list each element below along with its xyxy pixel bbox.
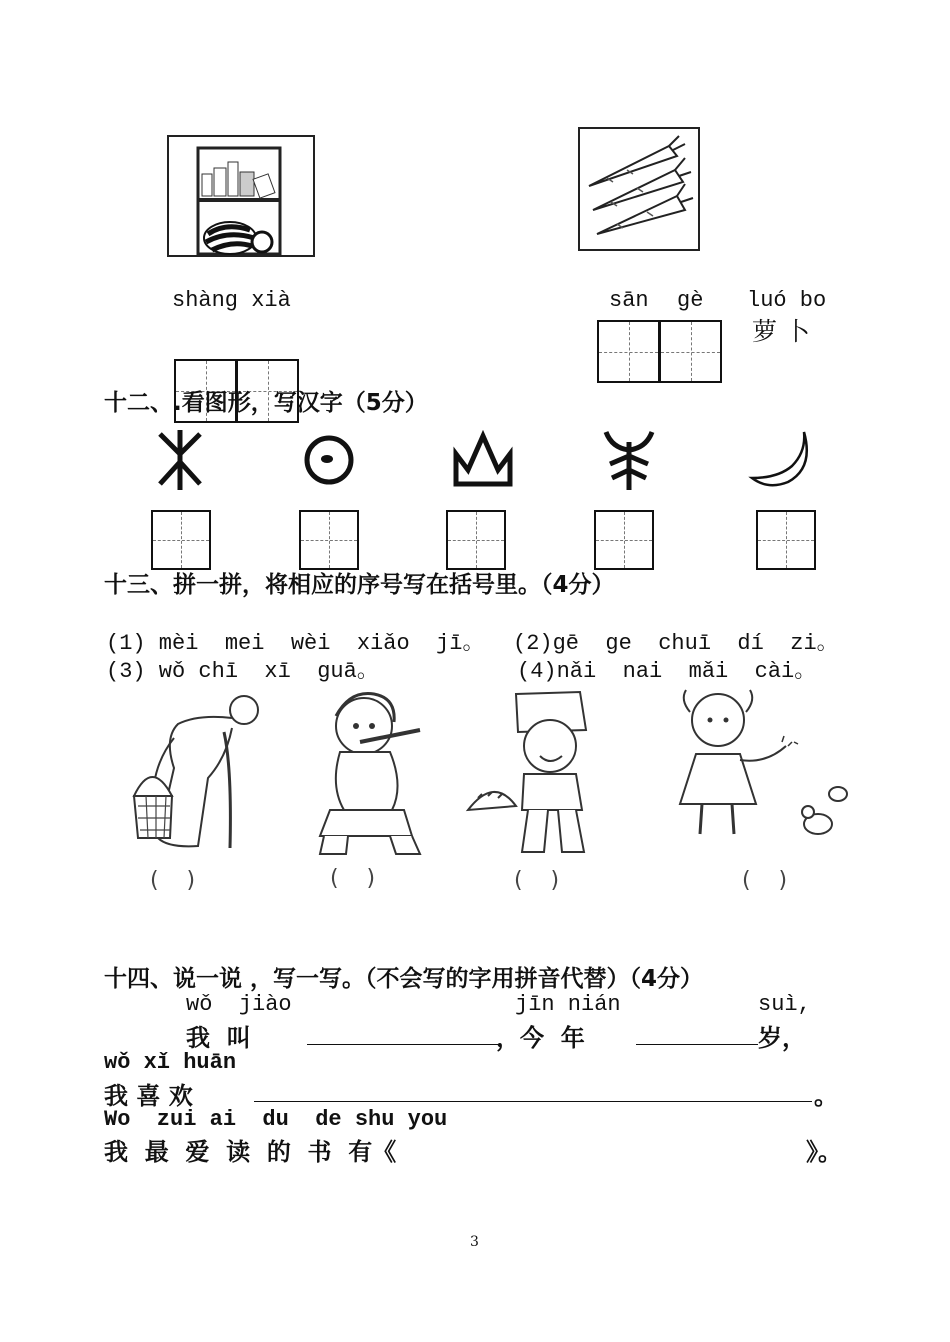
mountain-pictograph-icon: [452, 430, 514, 488]
writing-box[interactable]: [597, 320, 660, 383]
boy-flute-icon: [300, 686, 440, 858]
likes-blank[interactable]: [254, 1101, 812, 1102]
answer-paren-3[interactable]: ( ): [514, 868, 560, 893]
writing-box[interactable]: [299, 510, 359, 570]
q14-r1-pinyin-2: jīn nián: [515, 992, 621, 1017]
q14-r3-end: 》。: [806, 1138, 842, 1166]
pinyin-luo-bo: luó bo: [747, 288, 827, 313]
sun-pictograph-icon: [303, 434, 355, 486]
page-number: 3: [470, 1234, 479, 1250]
grandma-basket-icon: [128, 688, 268, 858]
writing-box[interactable]: [756, 510, 816, 570]
q14-r1-pinyin-3: suì,: [758, 992, 811, 1017]
q13-title: 十三、拼一拼，将相应的序号写在括号里。（4分）: [104, 572, 615, 598]
name-blank[interactable]: [307, 1044, 499, 1045]
q14-title: 十四、说一说 ，写一写。（不会写的字用拼音代替）（4分）: [104, 966, 704, 992]
chars-luo-bo: 萝 卜: [752, 317, 810, 346]
boy-watermelon-icon: [464, 686, 608, 858]
writing-box[interactable]: [594, 510, 654, 570]
writing-box[interactable]: [446, 510, 506, 570]
bookshelf-picture: [166, 134, 316, 258]
q13-option-3: (3) wǒ chī xī guā。: [106, 659, 379, 684]
q14-r1-text-1: 我 叫: [186, 1024, 251, 1052]
q13-option-1: (1) mèi mei wèi xiǎo jī。: [106, 631, 485, 656]
q13-option-2: (2)gē ge chuī dí zi。: [513, 631, 839, 656]
carrots-picture: [577, 126, 701, 252]
pinyin-ge: gè: [677, 288, 704, 313]
q14-r3-text: 我 最 爱 读 的 书 有《: [104, 1138, 397, 1166]
sheep-pictograph-icon: [600, 428, 658, 492]
q14-r1-text-2: ，今 年: [496, 1024, 585, 1052]
moon-pictograph-icon: [748, 428, 814, 490]
writing-box[interactable]: [659, 320, 722, 383]
answer-paren-4[interactable]: ( ): [742, 868, 788, 893]
q14-r1-text-3: 岁，: [758, 1024, 806, 1052]
q14-r3-pinyin: Wo zui ai du de shu you: [104, 1107, 448, 1132]
q14-r2-pinyin: wǒ xǐ huān: [104, 1050, 237, 1075]
answer-paren-2[interactable]: ( ): [330, 866, 376, 891]
pinyin-san: sān: [609, 288, 649, 313]
girl-chicks-icon: [676, 684, 862, 854]
age-blank[interactable]: [636, 1044, 758, 1045]
q12-title: 十二、.看图形，写汉字（5分）: [104, 390, 428, 416]
q14-r1-pinyin-1: wǒ jiào: [186, 992, 292, 1017]
q13-option-4: (4)nǎi nai mǎi cài。: [517, 659, 817, 684]
answer-paren-1[interactable]: ( ): [150, 868, 196, 893]
q14-r2-end: 。: [814, 1082, 838, 1110]
pinyin-shang-xia: shàng xià: [172, 288, 291, 313]
tree-pictograph-icon: [152, 428, 208, 492]
q14-r2-text: 我 喜 欢: [104, 1082, 193, 1110]
writing-box[interactable]: [151, 510, 211, 570]
